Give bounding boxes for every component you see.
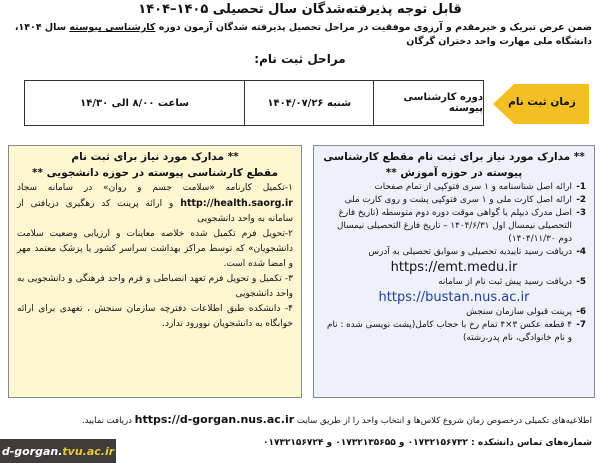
- student-box-heading-line2: مقطع کارشناسی پیوسته در حوزه دانشجویی **: [32, 167, 278, 179]
- item-text: ۴ قطعه عکس ۳×۴ تمام رخ با حجاب کامل(پشت نویسی شده : نام و نام خانوادگی، نام پدر،رشته): [327, 320, 572, 343]
- registration-time-label: زمان ثبت نام: [508, 96, 576, 108]
- list-item: [322, 194, 586, 207]
- item-number: 2-: [576, 195, 586, 205]
- item-number: 7-: [576, 320, 586, 330]
- schedule-day-date: شنبه ۱۴۰۴/۰۷/۲۶: [244, 81, 373, 125]
- faculty-site-link[interactable]: https://d-gorgan.nus.ac.ir: [134, 413, 295, 426]
- congrats-emphasis: کارشناسی پیوسته: [69, 22, 156, 33]
- watermark-accent: tvu.ac.ir: [62, 444, 115, 458]
- item-text: ارائه اصل کارت ملی و ۱ سری فتوکپی پشت و روی کارت ملی: [344, 195, 572, 205]
- page-title: قابل توجه پذیرفته‌شدگان سال تحصیلی ۱۴۰۵–۱۴۰۴: [138, 2, 462, 17]
- list-item: [322, 319, 586, 345]
- footer-text-b: دریافت نمایید.: [82, 416, 132, 426]
- site-watermark: [0, 439, 116, 463]
- education-documents-list-2: [314, 276, 594, 289]
- list-item: [322, 246, 586, 259]
- contact-phones: شماره‌های تماس دانشکده : ۰۱۷۳۲۱۵۶۷۳۲ و ۰۱۷۳۲۱۳۵۶۵۵ و ۰۱۷۳۲۱۵۶۷۲۴: [262, 438, 592, 448]
- student-item-1-a: ۱-تکمیل کارنامه «سلامت جسم و روان» در سامانه سجاد: [17, 183, 293, 193]
- student-item-1: [9, 181, 301, 227]
- item-number: 5-: [576, 277, 586, 287]
- health-link[interactable]: http://health.saorg.ir: [180, 198, 293, 209]
- student-item-4: ۴- دانشکده طبق اطلاعات دفترچه سازمان سنجش ، تعهدی برای ارائه خوابگاه به دانشجویان نوورود ندارد.: [17, 304, 293, 329]
- footer-info: [8, 413, 592, 428]
- footer-text-a: اطلاعیه‌های تکمیلی درخصوص زمان شروع کلاس‌ها و انتخاب واحد را از طریق سایت: [296, 416, 592, 426]
- education-box-heading: [314, 149, 594, 181]
- list-item: [322, 181, 586, 194]
- list-item: [322, 306, 586, 319]
- education-box-heading-line2: پیوسته در حوزه آموزش **: [385, 167, 523, 179]
- item-text: پرینت قبولی سازمان سنجش: [466, 307, 572, 317]
- item-number: 4-: [576, 247, 586, 257]
- congrats-part2: سال ۱۴۰۴، دانشگاه ملی مهارت واحد دختران گرگان: [14, 22, 592, 47]
- bustan-link[interactable]: https://bustan.nus.ac.ir: [378, 290, 530, 305]
- item-number: 1-: [576, 182, 586, 192]
- list-item: [322, 276, 586, 289]
- schedule-table: [24, 80, 484, 126]
- item-text: دریافت رسید تاییدیه تحصیلی و سوابق تحصیلی به آدرس: [368, 247, 572, 257]
- emt-link[interactable]: https://emt.medu.ir: [390, 260, 518, 275]
- student-box-heading-line1: ** مدارک مورد نیاز برای ثبت نام: [71, 151, 239, 163]
- item-number: 6-: [576, 307, 586, 317]
- schedule-time: ساعت ۸/۰۰ الی ۱۴/۳۰: [80, 97, 189, 109]
- item-number: 3-: [576, 208, 586, 218]
- congrats-part1: ضمن عرض تبریک و خیرمقدم و آرزوی موفقیت در مراحل تحصیل پذیرفته شدگان آزمون دوره: [155, 22, 592, 33]
- education-documents-box: [313, 145, 595, 398]
- student-box-heading: [9, 149, 301, 181]
- watermark-main: d-gorgan.: [1, 444, 63, 458]
- congrats-text: [8, 21, 592, 49]
- education-box-heading-line1: ** مدارک مورد نیاز برای ثبت نام مقطع کارشناسی: [323, 151, 585, 163]
- item-text: ارائه اصل شناسنامه و ۱ سری فتوکپی از تمام صفحات: [374, 182, 572, 192]
- list-item: [322, 207, 586, 246]
- education-documents-list: [314, 181, 594, 259]
- schedule-course: دوره کارشناسی پیوسته: [373, 81, 483, 125]
- student-item-3: ۳- تکمیل و تحویل فرم تعهد انضباطی و فرم واحد فرهنگی و دانشجویی به واحد دانشجویی: [17, 274, 293, 299]
- education-documents-list-3: [314, 306, 594, 345]
- item-text: اصل مدرک دیپلم یا گواهی موقت دوره دوم متوسطه (تاریخ فارغ التحصیلی نیمسال اول ۱۴۰۴/۶/۳۱ – تاریخ فارغ التحصیلی نیمسال دوم ۱۴۰۴/۱۱/۳۰): [337, 208, 572, 244]
- item-text: دریافت رسید پیش ثبت نام از سامانه: [438, 277, 572, 287]
- student-item-2: ۲-تحویل فرم تکمیل شده خلاصه معاینات و ارزیابی وضعیت سلامت دانشجویان» که توسط مراکز بهداشت سراسر کشور یا پزشک معتمد مهر و امضا شده است.: [17, 229, 293, 269]
- student-affairs-documents-box: [8, 145, 302, 398]
- registration-steps-heading: مراحل ثبت نام:: [254, 52, 346, 66]
- student-item-1-b: و ارائه پرینت کد رهگیری دریافتی از سامانه به واحد دانشجویی: [17, 199, 293, 224]
